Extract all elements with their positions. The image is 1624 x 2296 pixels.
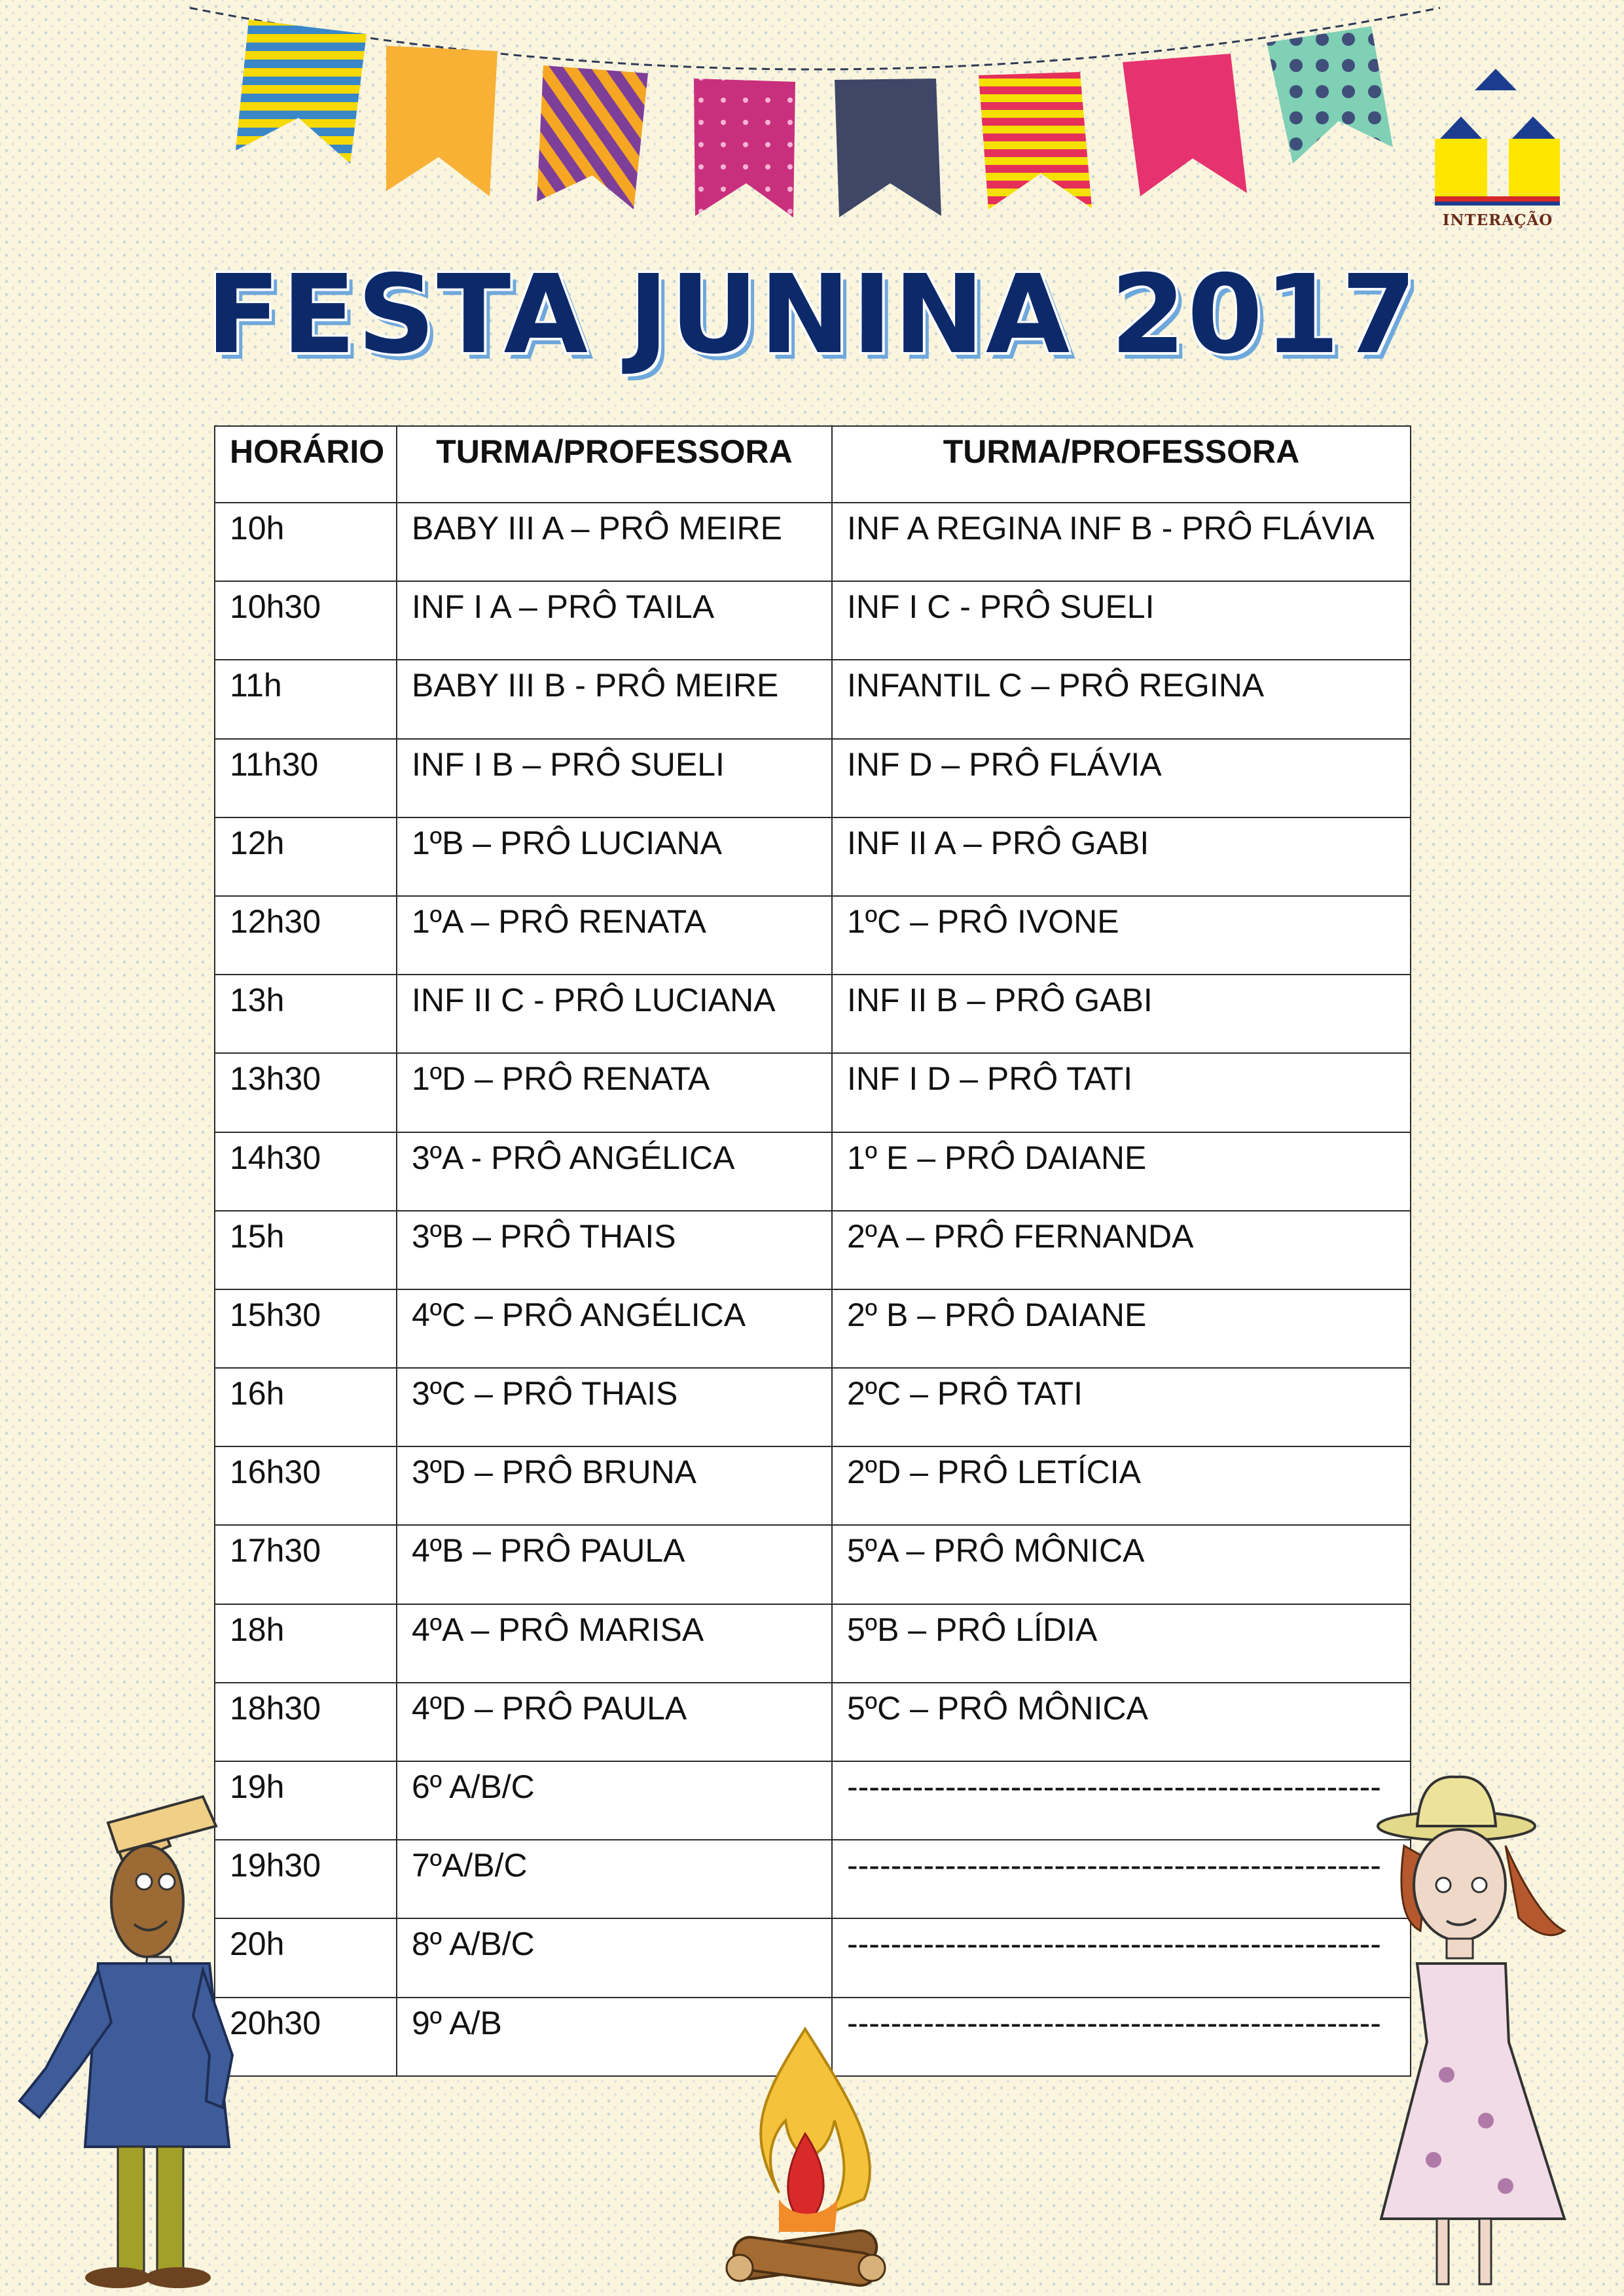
- table-row: [215, 1368, 1411, 1446]
- class-cell: 6º A/B/C: [397, 1761, 832, 1840]
- class-cell: 5ºB – PRÔ LÍDIA: [832, 1604, 1411, 1683]
- class-cell: -------------------------------------------------: [832, 1840, 1411, 1918]
- class-cell: 5ºA – PRÔ MÔNICA: [832, 1525, 1411, 1604]
- table-row: [215, 1053, 1411, 1132]
- class-cell: INF II C - PRÔ LUCIANA: [397, 975, 832, 1053]
- time-cell: 10h30: [215, 581, 397, 660]
- class-cell: BABY III A – PRÔ MEIRE: [397, 503, 832, 581]
- time-cell: 13h: [215, 975, 397, 1053]
- class-cell: 3ºA - PRÔ ANGÉLICA: [397, 1132, 832, 1211]
- class-cell: INF II A – PRÔ GABI: [832, 817, 1411, 896]
- caipira-girl-illustration-icon: [1348, 1767, 1584, 2291]
- table-row: [215, 975, 1411, 1053]
- class-cell: 1ºD – PRÔ RENATA: [397, 1053, 832, 1132]
- flag-8: [1267, 26, 1393, 164]
- class-cell: 1ºB – PRÔ LUCIANA: [397, 817, 832, 896]
- class-cell: 4ºB – PRÔ PAULA: [397, 1525, 832, 1604]
- class-cell: 1ºA – PRÔ RENATA: [397, 896, 832, 975]
- class-cell: 4ºA – PRÔ MARISA: [397, 1604, 832, 1683]
- time-cell: 16h30: [215, 1446, 397, 1525]
- class-cell: 2ºD – PRÔ LETÍCIA: [832, 1446, 1411, 1525]
- time-cell: 16h: [215, 1368, 397, 1446]
- time-cell: 13h30: [215, 1053, 397, 1132]
- class-cell: INF D – PRÔ FLÁVIA: [832, 739, 1411, 817]
- class-cell: BABY III B - PRÔ MEIRE: [397, 660, 832, 738]
- time-cell: 18h30: [215, 1683, 397, 1761]
- page-title: FESTA JUNINA 2017: [206, 252, 1418, 378]
- table-row: [215, 1446, 1411, 1525]
- table-row: [215, 660, 1411, 738]
- table-row: [215, 1761, 1411, 1840]
- class-cell: INF I C - PRÔ SUELI: [832, 581, 1411, 660]
- header-time: HORÁRIO: [215, 426, 397, 503]
- interacao-logo-icon: [1427, 65, 1571, 213]
- class-cell: -------------------------------------------------: [832, 1918, 1411, 1997]
- table-row: [215, 1683, 1411, 1761]
- time-cell: 14h30: [215, 1132, 397, 1211]
- class-cell: 1º E – PRÔ DAIANE: [832, 1132, 1411, 1211]
- table-row: [215, 1604, 1411, 1683]
- table-header-row: [215, 426, 1411, 503]
- table-row: [215, 739, 1411, 817]
- class-cell: 4ºC – PRÔ ANGÉLICA: [397, 1289, 832, 1368]
- class-cell: INF A REGINA INF B - PRÔ FLÁVIA: [832, 503, 1411, 581]
- time-cell: 20h30: [215, 1998, 397, 2076]
- class-cell: INF II B – PRÔ GABI: [832, 975, 1411, 1053]
- class-cell: 5ºC – PRÔ MÔNICA: [832, 1683, 1411, 1761]
- flag-2: [386, 46, 497, 196]
- class-cell: -------------------------------------------------: [832, 1998, 1411, 2076]
- class-cell: 1ºC – PRÔ IVONE: [832, 896, 1411, 975]
- time-cell: 10h: [215, 503, 397, 581]
- time-cell: 11h: [215, 660, 397, 738]
- campfire-icon: [720, 2022, 890, 2296]
- flag-4: [694, 79, 795, 217]
- time-cell: 18h: [215, 1604, 397, 1683]
- class-cell: -------------------------------------------------: [832, 1761, 1411, 1840]
- table-row: [215, 817, 1411, 896]
- table-row: [215, 1289, 1411, 1368]
- flag-7: [1123, 54, 1247, 196]
- flag-6: [979, 72, 1092, 209]
- table-row: [215, 1211, 1411, 1289]
- time-cell: 19h: [215, 1761, 397, 1840]
- time-cell: 17h30: [215, 1525, 397, 1604]
- flag-5: [835, 79, 941, 217]
- class-cell: INF I B – PRÔ SUELI: [397, 739, 832, 817]
- class-cell: 3ºC – PRÔ THAIS: [397, 1368, 832, 1446]
- table-row: [215, 896, 1411, 975]
- logo-label: INTERAÇÃO: [1442, 211, 1553, 229]
- table-row: [215, 1132, 1411, 1211]
- time-cell: 20h: [215, 1918, 397, 1997]
- class-cell: 2º B – PRÔ DAIANE: [832, 1289, 1411, 1368]
- time-cell: 15h30: [215, 1289, 397, 1368]
- class-cell: 2ºC – PRÔ TATI: [832, 1368, 1411, 1446]
- header-class-teacher-2: TURMA/PROFESSORA: [832, 426, 1411, 503]
- table-row: [215, 1918, 1411, 1997]
- class-cell: 9º A/B: [397, 1998, 832, 2076]
- caipira-boy-illustration-icon: [7, 1761, 242, 2291]
- class-cell: 2ºA – PRÔ FERNANDA: [832, 1211, 1411, 1289]
- time-cell: 12h30: [215, 896, 397, 975]
- time-cell: 15h: [215, 1211, 397, 1289]
- table-row: [215, 503, 1411, 581]
- bunting-garland: [0, 0, 1624, 236]
- class-cell: INF I D – PRÔ TATI: [832, 1053, 1411, 1132]
- class-cell: INF I A – PRÔ TAILA: [397, 581, 832, 660]
- table-row: [215, 1840, 1411, 1918]
- schedule-table: [214, 425, 1411, 2077]
- table-row: [215, 1525, 1411, 1604]
- time-cell: 19h30: [215, 1840, 397, 1918]
- flag-3: [537, 65, 648, 209]
- class-cell: 7ºA/B/C: [397, 1840, 832, 1918]
- table-row: [215, 581, 1411, 660]
- class-cell: 4ºD – PRÔ PAULA: [397, 1683, 832, 1761]
- header-class-teacher-1: TURMA/PROFESSORA: [397, 426, 832, 503]
- class-cell: 3ºD – PRÔ BRUNA: [397, 1446, 832, 1525]
- time-cell: 11h30: [215, 739, 397, 817]
- class-cell: 8º A/B/C: [397, 1918, 832, 1997]
- time-cell: 12h: [215, 817, 397, 896]
- class-cell: INFANTIL C – PRÔ REGINA: [832, 660, 1411, 738]
- class-cell: 3ºB – PRÔ THAIS: [397, 1211, 832, 1289]
- flag-1: [236, 20, 367, 164]
